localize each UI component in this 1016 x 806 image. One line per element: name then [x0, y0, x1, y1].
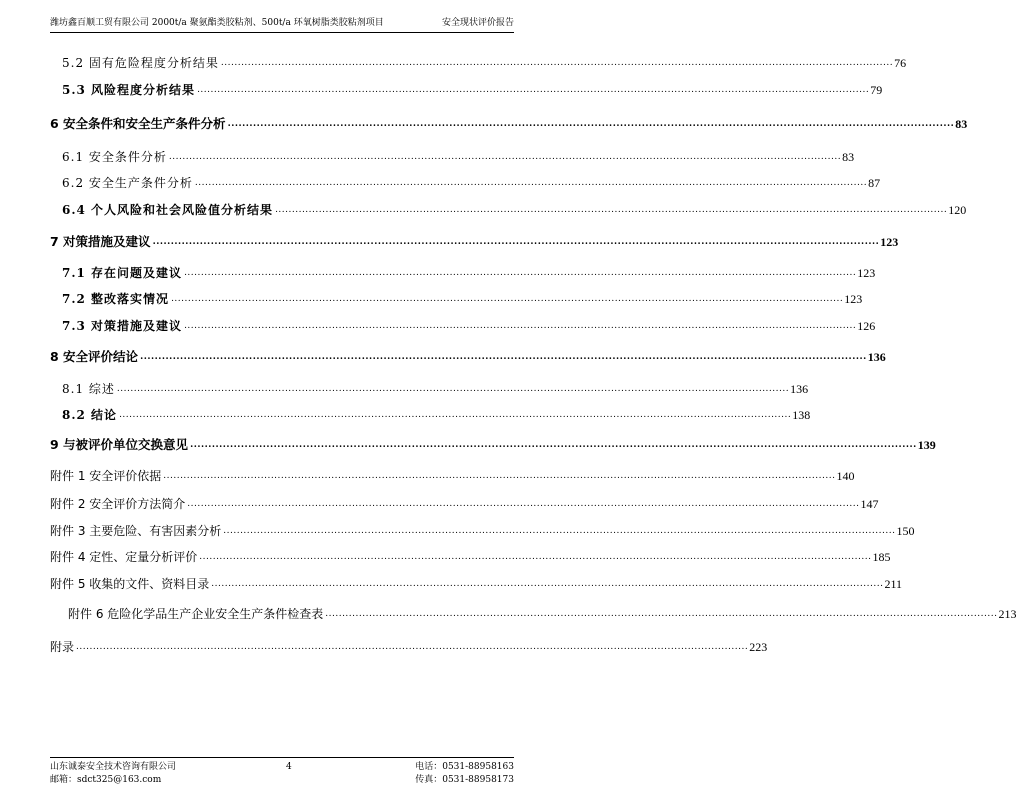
- toc-entry-label: 6 安全条件和安全生产条件分析: [50, 116, 226, 131]
- toc-page-number: 123: [880, 235, 899, 249]
- page-header: [50, 14, 514, 33]
- toc-page-number: 76: [894, 56, 907, 70]
- toc-entry-6-1[interactable]: [50, 148, 855, 164]
- toc-leader: ........................................................................................................................................................................................................: [140, 352, 867, 362]
- toc-page-number: 140: [836, 469, 855, 483]
- toc-entry-annex[interactable]: [50, 638, 768, 654]
- toc-entry-label: 8.1 综述: [62, 382, 115, 396]
- toc-page-number: 120: [948, 203, 967, 217]
- toc-page-number: 139: [917, 438, 936, 452]
- toc-entry-8-1[interactable]: [50, 380, 809, 396]
- toc-leader: ........................................................................................................................................................................................................: [227, 119, 955, 129]
- toc-entry-label: 5.2 固有危险程度分析结果: [62, 56, 219, 70]
- toc-entry-6[interactable]: [50, 115, 968, 131]
- toc-entry-appendix-2[interactable]: [50, 495, 879, 511]
- toc-entry-5-3[interactable]: [50, 81, 883, 97]
- toc-entry-label: 6.1 安全条件分析: [62, 150, 167, 164]
- toc-entry-appendix-3[interactable]: [50, 522, 915, 538]
- toc-entry-7-3[interactable]: [50, 317, 876, 333]
- toc-entry-label: 7.2 整改落实情况: [62, 292, 170, 306]
- toc-entry-6-4[interactable]: [50, 201, 967, 217]
- toc-entry-label: 8.2 结论: [62, 408, 118, 422]
- footer-page-number: 4: [286, 762, 292, 772]
- toc-page-number: 123: [857, 266, 876, 280]
- header-project-title: 潍坊鑫百顺工贸有限公司 2000t/a 聚氨酯类胶粘剂、500t/a 环氧树脂类胶粘剂项目: [50, 18, 384, 28]
- footer-company: 山东诚泰安全技术咨询有限公司: [50, 762, 177, 772]
- toc-entry-label: 附件 5 收集的文件、资料目录: [50, 577, 210, 591]
- toc-page-number: 213: [998, 607, 1016, 621]
- toc-leader: ........................................................................................................................................................................................................: [184, 268, 857, 278]
- footer-email: 邮箱：sdct325@163.com: [50, 775, 162, 785]
- toc-entry-label: 6.2 安全生产条件分析: [62, 176, 193, 190]
- toc-entry-appendix-6[interactable]: [50, 605, 1016, 621]
- toc-page-number: 83: [955, 117, 968, 131]
- toc-entry-label: 7.1 存在问题及建议: [62, 266, 183, 280]
- toc-entry-label: 8 安全评价结论: [50, 349, 139, 364]
- footer-phone: 电话：0531-88958163: [415, 762, 514, 772]
- toc-leader: ........................................................................................................................................................................................................: [163, 471, 836, 481]
- toc-entry-9[interactable]: [50, 436, 936, 452]
- toc-page-number: 223: [749, 640, 768, 654]
- toc-leader: ........................................................................................................................................................................................................: [220, 58, 894, 68]
- toc-entry-label: 附件 1 安全评价依据: [50, 469, 162, 483]
- toc-leader: ........................................................................................................................................................................................................: [76, 642, 749, 652]
- toc-leader: ........................................................................................................................................................................................................: [116, 384, 790, 394]
- toc-page-number: 123: [844, 292, 863, 306]
- toc-entry-label: 5.3 风险程度分析结果: [62, 83, 196, 97]
- toc-page-number: 136: [867, 350, 886, 364]
- toc-leader: ........................................................................................................................................................................................................: [211, 579, 884, 589]
- toc-page-number: 211: [884, 577, 902, 591]
- toc-page-number: 83: [842, 150, 855, 164]
- toc-entry-appendix-4[interactable]: [50, 548, 891, 564]
- toc-entry-label: 6.4 个人风险和社会风险值分析结果: [62, 203, 274, 217]
- toc-leader: ........................................................................................................................................................................................................: [197, 85, 870, 95]
- toc-entry-label: 附件 3 主要危险、有害因素分析: [50, 524, 222, 538]
- toc-leader: ........................................................................................................................................................................................................: [171, 294, 844, 304]
- toc-leader: ........................................................................................................................................................................................................: [194, 178, 868, 188]
- toc-leader: ........................................................................................................................................................................................................: [190, 440, 917, 450]
- toc-entry-appendix-5[interactable]: [50, 575, 902, 591]
- toc-leader: ........................................................................................................................................................................................................: [223, 526, 896, 536]
- toc-entry-label: 附件 6 危险化学品生产企业安全生产条件检查表: [68, 607, 324, 621]
- toc-leader: ........................................................................................................................................................................................................: [275, 205, 948, 215]
- toc-page-number: 79: [870, 83, 883, 97]
- toc-entry-7-1[interactable]: [50, 264, 876, 280]
- toc-leader: ........................................................................................................................................................................................................: [325, 609, 998, 619]
- toc-entry-label: 9 与被评价单位交换意见: [50, 437, 189, 452]
- header-report-title: 安全现状评价报告: [441, 18, 514, 28]
- page-footer: [50, 757, 514, 785]
- toc-leader: ........................................................................................................................................................................................................: [168, 152, 842, 162]
- toc-entry-7[interactable]: [50, 233, 899, 249]
- toc-leader: ........................................................................................................................................................................................................: [199, 552, 872, 562]
- toc-entry-label: 7 对策措施及建议: [50, 234, 151, 249]
- toc-leader: ........................................................................................................................................................................................................: [152, 237, 880, 247]
- footer-fax: 传真：0531-88958173: [415, 775, 514, 785]
- toc-page-number: 147: [860, 497, 879, 511]
- toc-page-number: 138: [792, 408, 811, 422]
- toc-entry-label: 附录: [50, 640, 75, 654]
- toc-page-number: 126: [857, 319, 876, 333]
- toc-page-number: 185: [872, 550, 891, 564]
- toc-entry-8[interactable]: [50, 348, 886, 364]
- toc-leader: ........................................................................................................................................................................................................: [119, 410, 792, 420]
- toc-entry-label: 7.3 对策措施及建议: [62, 319, 183, 333]
- toc-leader: ........................................................................................................................................................................................................: [184, 321, 857, 331]
- toc-entry-8-2[interactable]: [50, 406, 811, 422]
- toc-page-number: 150: [896, 524, 915, 538]
- toc-leader: ........................................................................................................................................................................................................: [187, 499, 860, 509]
- toc-entry-label: 附件 2 安全评价方法简介: [50, 497, 186, 511]
- toc-entry-6-2[interactable]: [50, 174, 881, 190]
- toc-entry-appendix-1[interactable]: [50, 467, 855, 483]
- toc-entry-5-2[interactable]: [50, 54, 907, 70]
- toc-page-number: 136: [790, 382, 809, 396]
- toc-page-number: 87: [868, 176, 881, 190]
- toc-entry-7-2[interactable]: [50, 290, 863, 306]
- toc-entry-label: 附件 4 定性、定量分析评价: [50, 550, 198, 564]
